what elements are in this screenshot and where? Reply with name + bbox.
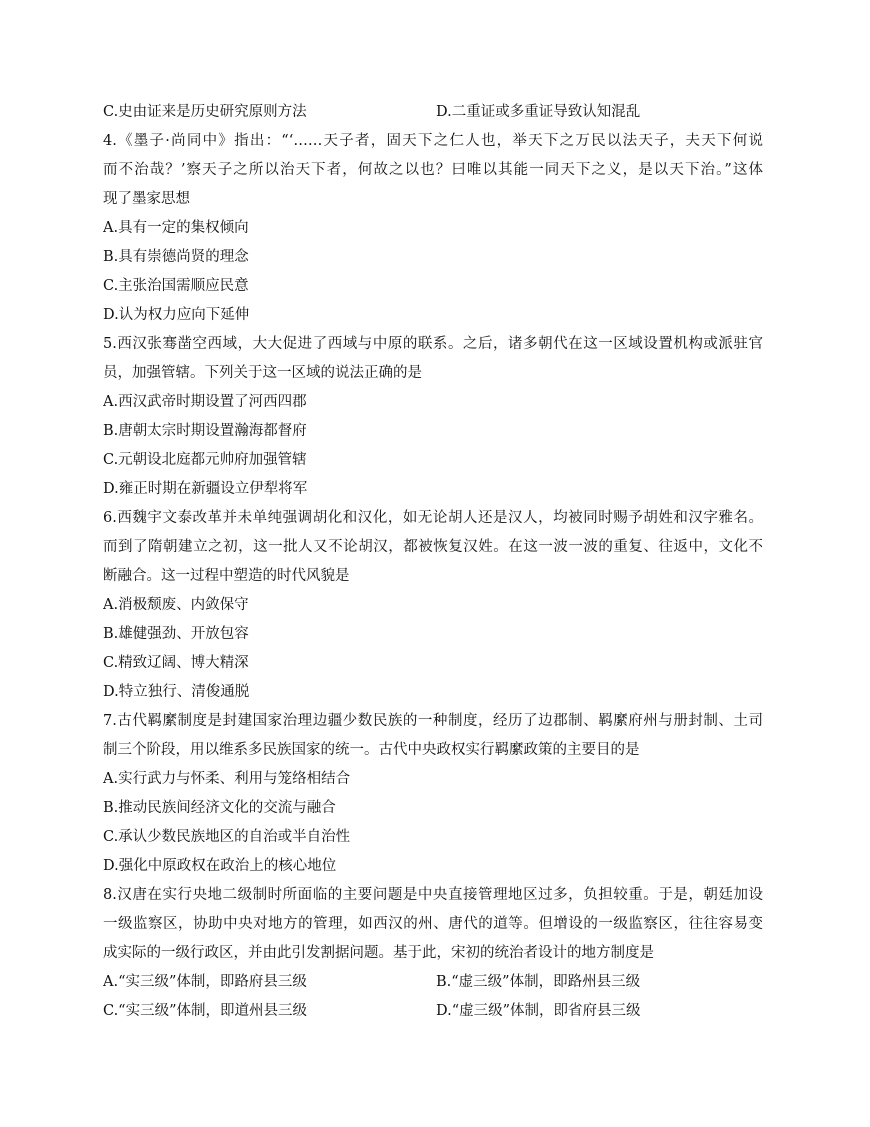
q7-stem-line1: 7.古代羁縻制度是封建国家治理边疆少数民族的一种制度，经历了边郡制、羁縻府州与册封制、土司 [103, 713, 763, 729]
q6-stem-line3: 断融合。这一过程中塑造的时代风貌是 [103, 568, 350, 584]
q8-options-row-1 [103, 968, 763, 997]
q8-option-c: C.“实三级”体制，即道州县三级 [103, 1003, 308, 1019]
q4-option-d: D.认为权力应向下延伸 [103, 307, 250, 323]
q5-option-a: A.西汉武帝时期设置了河西四郡 [103, 394, 307, 410]
q5-stem-line1: 5.西汉张骞凿空西域，大大促进了西域与中原的联系。之后，诸多朝代在这一区域设置机构或派驻官 [103, 336, 763, 352]
q4-stem-line2: 而不治哉？’察天子之所以治天下者，何故之以也？曰唯以其能一同天下之义，是以天下治。”这体 [103, 162, 763, 178]
q5-option-b: B.唐朝太宗时期设置瀚海都督府 [103, 423, 307, 439]
q7-stem-line2: 制三个阶段，用以维系多民族国家的统一。古代中央政权实行羁縻政策的主要目的是 [103, 742, 640, 758]
q4-stem-line3: 现了墨家思想 [103, 191, 190, 207]
q5-stem-line2: 员，加强管辖。下列关于这一区域的说法正确的是 [103, 365, 422, 381]
q8-option-d: D.“虚三级”体制，即省府县三级 [436, 1003, 641, 1019]
q6-stem-line2: 而到了隋朝建立之初，这一批人又不论胡汉，都被恢复汉姓。在这一波一波的重复、往返中，文化不 [103, 539, 763, 555]
q7-option-b: B.推动民族间经济文化的交流与融合 [103, 800, 336, 816]
q8-stem-line3: 成实际的一级行政区，并由此引发割据问题。基于此，宋初的统治者设计的地方制度是 [103, 945, 654, 961]
q8-options-row-2 [103, 997, 763, 1026]
q3-options-row [103, 98, 763, 127]
q8-option-a: A.“实三级”体制，即路府县三级 [103, 974, 307, 990]
q5-option-d: D.雍正时期在新疆设立伊犁将军 [103, 481, 308, 497]
q6-option-c: C.精致辽阔、博大精深 [103, 655, 249, 671]
q7-option-d: D.强化中原政权在政治上的核心地位 [103, 858, 337, 874]
q8-stem-line1: 8.汉唐在实行央地二级制时所面临的主要问题是中央直接管理地区过多，负担较重。于是，朝廷加设 [103, 887, 763, 903]
q3-option-d: D.二重证或多重证导致认知混乱 [436, 104, 641, 120]
q5-option-c: C.元朝设北庭都元帅府加强管辖 [103, 452, 307, 468]
q6-option-a: A.消极颓废、内敛保守 [103, 597, 249, 613]
q7-option-a: A.实行武力与怀柔、利用与笼络相结合 [103, 771, 351, 787]
q4-option-c: C.主张治国需顺应民意 [103, 278, 249, 294]
q7-option-c: C.承认少数民族地区的自治或半自治性 [103, 829, 351, 845]
q3-option-c: C.史由证来是历史研究原则方法 [103, 104, 307, 120]
q6-option-d: D.特立独行、清俊通脱 [103, 684, 250, 700]
q4-option-b: B.具有崇德尚贤的理念 [103, 249, 249, 265]
q4-option-a: A.具有一定的集权倾向 [103, 220, 249, 236]
q8-option-b: B.“虚三级”体制，即路州县三级 [436, 974, 641, 990]
exam-page [103, 98, 763, 1026]
q8-stem-line2: 一级监察区，协助中央对地方的管理，如西汉的州、唐代的道等。但增设的一级监察区，往往容易变 [103, 916, 763, 932]
q6-stem-line1: 6.西魏宇文泰改革并未单纯强调胡化和汉化，如无论胡人还是汉人，均被同时赐予胡姓和汉字雅名。 [103, 510, 763, 526]
q4-stem-line1: 4.《墨子·尚同中》指出：“‘……天子者，固天下之仁人也，举天下之万民以法天子，夫天下何说 [103, 133, 763, 149]
q6-option-b: B.雄健强劲、开放包容 [103, 626, 249, 642]
